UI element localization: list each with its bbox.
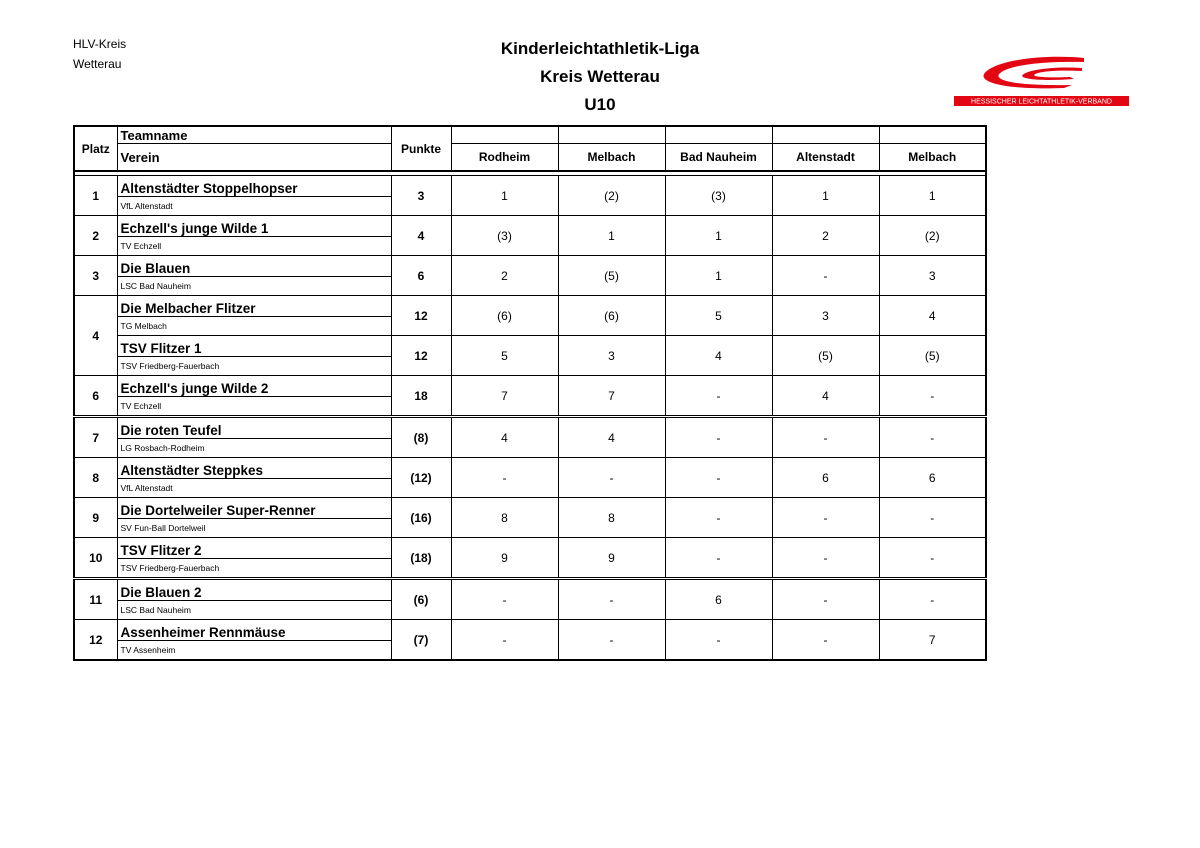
- table-row: [74, 620, 986, 641]
- result-cell: 2: [451, 256, 558, 296]
- club-name: LSC Bad Nauheim: [117, 277, 391, 296]
- result-cell: (5): [558, 256, 665, 296]
- result-cell: -: [772, 620, 879, 661]
- result-cell: 7: [451, 376, 558, 417]
- result-cell: 9: [451, 538, 558, 579]
- result-cell: (5): [772, 336, 879, 376]
- result-cell: 3: [772, 296, 879, 336]
- team-name: Die Melbacher Flitzer: [117, 296, 391, 317]
- points-cell: 18: [391, 376, 451, 417]
- place-cell: 9: [74, 498, 117, 538]
- place-cell: 8: [74, 458, 117, 498]
- result-cell: 8: [558, 498, 665, 538]
- result-cell: 4: [772, 376, 879, 417]
- result-cell: -: [772, 538, 879, 579]
- title-line-1: Kinderleichtathletik-Liga: [500, 39, 700, 58]
- header-punkte: Punkte: [391, 126, 451, 171]
- points-cell: (18): [391, 538, 451, 579]
- team-name: Assenheimer Rennmäuse: [117, 620, 391, 641]
- result-cell: -: [665, 376, 772, 417]
- team-name: Echzell's junge Wilde 1: [117, 216, 391, 237]
- table-row: [74, 176, 986, 197]
- club-name: TSV Friedberg-Fauerbach: [117, 559, 391, 579]
- title-line-2: Kreis Wetterau: [540, 67, 660, 86]
- result-cell: 2: [772, 216, 879, 256]
- result-cell: 1: [665, 256, 772, 296]
- header-venue-1: Rodheim: [451, 144, 558, 172]
- header-venue-3: Bad Nauheim: [665, 144, 772, 172]
- header-venue-blank: [451, 126, 558, 144]
- points-cell: 6: [391, 256, 451, 296]
- result-cell: -: [879, 498, 986, 538]
- header-venue-2: Melbach: [558, 144, 665, 172]
- club-name: TV Echzell: [117, 397, 391, 417]
- table-row: [74, 216, 986, 237]
- header-venue-blank: [665, 126, 772, 144]
- table-row: [74, 498, 986, 519]
- result-cell: 1: [665, 216, 772, 256]
- points-cell: 12: [391, 336, 451, 376]
- team-name: Altenstädter Steppkes: [117, 458, 391, 479]
- points-cell: (7): [391, 620, 451, 661]
- place-cell: 7: [74, 417, 117, 458]
- place-cell: 10: [74, 538, 117, 579]
- team-name: Die Blauen: [117, 256, 391, 277]
- table-row: [74, 458, 986, 479]
- table-row: [74, 376, 986, 397]
- club-name: LG Rosbach-Rodheim: [117, 439, 391, 458]
- points-cell: (6): [391, 579, 451, 620]
- club-name: SV Fun-Ball Dortelweil: [117, 519, 391, 538]
- header-verein: Verein: [117, 144, 391, 172]
- result-cell: 1: [772, 176, 879, 216]
- result-cell: -: [772, 256, 879, 296]
- result-cell: -: [665, 417, 772, 458]
- points-cell: (12): [391, 458, 451, 498]
- header-venue-5: Melbach: [879, 144, 986, 172]
- team-name: Echzell's junge Wilde 2: [117, 376, 391, 397]
- table-row: [74, 296, 986, 317]
- result-cell: 7: [558, 376, 665, 417]
- result-cell: 4: [665, 336, 772, 376]
- result-cell: 9: [558, 538, 665, 579]
- result-cell: -: [879, 579, 986, 620]
- result-cell: -: [451, 458, 558, 498]
- table-row: [74, 417, 986, 439]
- header-venue-blank: [558, 126, 665, 144]
- result-cell: (5): [879, 336, 986, 376]
- result-cell: (2): [879, 216, 986, 256]
- place-cell: 2: [74, 216, 117, 256]
- team-name: Die Dortelweiler Super-Renner: [117, 498, 391, 519]
- hlv-logo: [954, 52, 1129, 108]
- header-venue-4: Altenstadt: [772, 144, 879, 172]
- result-cell: -: [451, 579, 558, 620]
- page-title: [400, 35, 800, 119]
- standings-body: [74, 176, 986, 661]
- club-name: VfL Altenstadt: [117, 479, 391, 498]
- club-name: LSC Bad Nauheim: [117, 601, 391, 620]
- team-name: TSV Flitzer 1: [117, 336, 391, 357]
- org-line-1: HLV-Kreis: [73, 37, 127, 51]
- team-name: Altenstädter Stoppelhopser: [117, 176, 391, 197]
- club-name: VfL Altenstadt: [117, 197, 391, 216]
- result-cell: 3: [879, 256, 986, 296]
- result-cell: (2): [558, 176, 665, 216]
- result-cell: -: [558, 579, 665, 620]
- result-cell: (3): [665, 176, 772, 216]
- result-cell: -: [665, 498, 772, 538]
- result-cell: 5: [451, 336, 558, 376]
- result-cell: -: [665, 458, 772, 498]
- points-cell: (8): [391, 417, 451, 458]
- table-row: [74, 538, 986, 559]
- result-cell: 8: [451, 498, 558, 538]
- place-cell: 1: [74, 176, 117, 216]
- header-venue-blank: [772, 126, 879, 144]
- result-cell: (6): [558, 296, 665, 336]
- points-cell: (16): [391, 498, 451, 538]
- result-cell: 3: [558, 336, 665, 376]
- result-cell: -: [558, 620, 665, 661]
- result-cell: 4: [451, 417, 558, 458]
- result-cell: -: [665, 538, 772, 579]
- table-row: [74, 256, 986, 277]
- points-cell: 3: [391, 176, 451, 216]
- result-cell: (3): [451, 216, 558, 256]
- result-cell: 1: [558, 216, 665, 256]
- result-cell: -: [665, 620, 772, 661]
- place-cell: 6: [74, 376, 117, 417]
- place-cell: 11: [74, 579, 117, 620]
- logo-text: HESSISCHER LEICHTATHLETIK-VERBAND: [971, 98, 1112, 106]
- title-line-3: U10: [584, 95, 616, 114]
- header-row-bottom: [74, 144, 986, 172]
- result-cell: 7: [879, 620, 986, 661]
- header-teamname: Teamname: [117, 126, 391, 144]
- club-name: TSV Friedberg-Fauerbach: [117, 357, 391, 376]
- standings-table: [73, 125, 987, 661]
- result-cell: 6: [772, 458, 879, 498]
- club-name: TV Assenheim: [117, 641, 391, 661]
- club-name: TG Melbach: [117, 317, 391, 336]
- result-cell: 4: [558, 417, 665, 458]
- result-cell: -: [772, 417, 879, 458]
- result-cell: 1: [879, 176, 986, 216]
- points-cell: 4: [391, 216, 451, 256]
- header-row-top: [74, 126, 986, 144]
- result-cell: 6: [879, 458, 986, 498]
- team-name: Die roten Teufel: [117, 417, 391, 439]
- table-row: [74, 336, 986, 357]
- place-cell: 3: [74, 256, 117, 296]
- header-platz: Platz: [74, 126, 117, 171]
- table-row: [74, 579, 986, 601]
- club-name: TV Echzell: [117, 237, 391, 256]
- points-cell: 12: [391, 296, 451, 336]
- place-cell: 12: [74, 620, 117, 661]
- result-cell: -: [772, 498, 879, 538]
- result-cell: -: [879, 417, 986, 458]
- result-cell: 6: [665, 579, 772, 620]
- result-cell: -: [451, 620, 558, 661]
- result-cell: -: [558, 458, 665, 498]
- result-cell: 4: [879, 296, 986, 336]
- result-cell: -: [879, 376, 986, 417]
- team-name: Die Blauen 2: [117, 579, 391, 601]
- header-venue-blank: [879, 126, 986, 144]
- result-cell: (6): [451, 296, 558, 336]
- result-cell: 5: [665, 296, 772, 336]
- organization-label: [73, 34, 126, 74]
- team-name: TSV Flitzer 2: [117, 538, 391, 559]
- place-cell: 4: [74, 296, 117, 376]
- org-line-2: Wetterau: [73, 57, 122, 71]
- result-cell: -: [879, 538, 986, 579]
- result-cell: -: [772, 579, 879, 620]
- result-cell: 1: [451, 176, 558, 216]
